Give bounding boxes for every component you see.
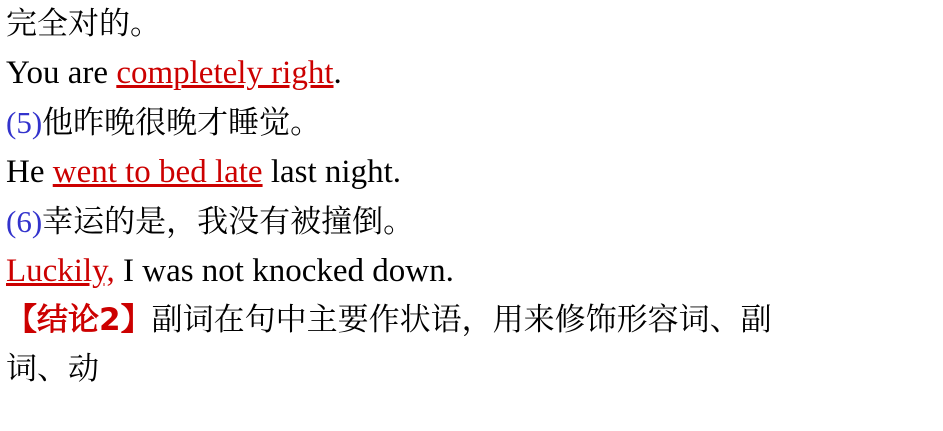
text-line-chinese-2	[0, 98, 943, 148]
text-line-chinese-1	[0, 0, 943, 49]
text-line-chinese-3	[0, 197, 943, 247]
item-number: (6)	[6, 204, 43, 239]
chinese-text: 他昨晚很晚才睡觉。	[42, 105, 322, 141]
english-prefix: He	[6, 154, 53, 190]
item-number: (5)	[6, 105, 43, 140]
english-highlight: Luckily,	[6, 253, 115, 289]
text-line-english-3	[0, 247, 943, 296]
text-line-conclusion	[0, 296, 943, 345]
conclusion-text: 副词在句中主要作状语，用来修饰形容词、副	[151, 302, 772, 338]
conclusion-heading: 【结论2】	[6, 302, 152, 338]
english-suffix: last night.	[262, 154, 401, 190]
chinese-text: 幸运的是，我没有被撞倒。	[42, 204, 415, 240]
english-suffix: .	[333, 55, 342, 91]
english-suffix: I was not knocked down.	[114, 253, 454, 289]
english-highlight: completely right	[116, 55, 334, 91]
conclusion-text-continued: 词、动	[6, 351, 99, 387]
english-prefix: You are	[6, 55, 117, 91]
text-line-conclusion-wrap	[0, 345, 943, 394]
text-line-english-2	[0, 148, 943, 197]
english-highlight: went to bed late	[52, 154, 263, 190]
text-line-english-1	[0, 49, 943, 98]
chinese-text: 完全对的。	[6, 6, 161, 42]
